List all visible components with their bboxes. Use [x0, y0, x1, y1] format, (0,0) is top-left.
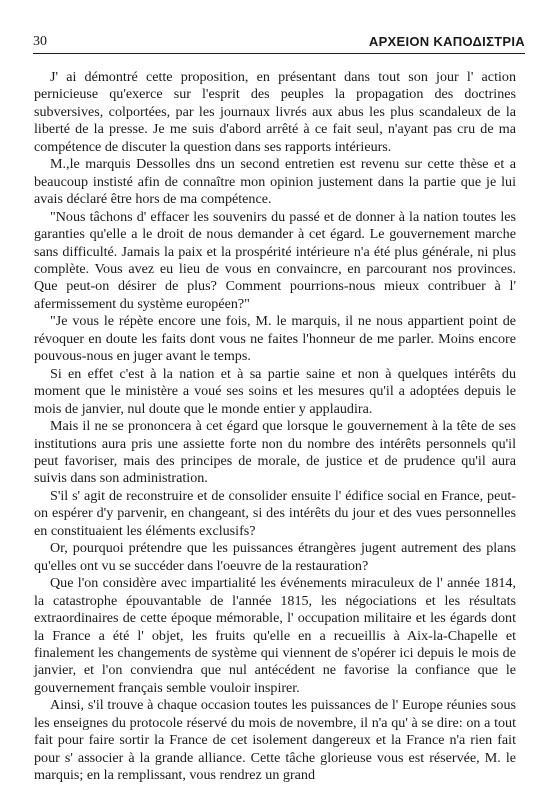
paragraph: J' ai démontré cette proposition, en présentant dans tout son jour l' action pernicieuse qu'exerce sur l'esprit des peuples la propagation des doctrines subversives, colportées, par les journaux livrés aux abus les plus scandaleux de la liberté de la presse. Je me suis d'abord arrêté à ce fait seul, n'ayant pas cru de ma compétence de discuter la question dans ses rapports intérieurs. — [34, 69, 516, 155]
paragraph: Ainsi, s'il trouve à chaque occasion toutes les puissances de l' Europe réunies sous les enseignes du protocole réservé du mois de novembre, il n'a qu' à se dire: on a tout fait pour faire sortir la France de cet isolement dangereux et la France n'a rien fait pour s' associer à la grande alliance. Cette tâche glorieuse vous est réservée, M. le marquis; en la remplissant, vous rendrez un grand — [34, 697, 516, 784]
paragraph: M.,le marquis Dessolles dns un second entretien est revenu sur cette thèse et a beaucoup instisté afin de connaître mon opinion justement dans la partie que je lui avais déclaré être hors de ma compétence. — [34, 156, 516, 208]
page-header — [33, 33, 525, 55]
paragraph: S'il s' agit de reconstruire et de consolider ensuite l' édifice social en France, peut-on espérer d'y parvenir, en changeant, si des intérêts du jour et des vues personnelles en constituaient les éléments exclusifs? — [34, 487, 516, 539]
paragraph: Mais il ne se prononcera à cet égard que lorsque le gouvernement à la tête de ses institutions aura pris une assiette forte non du nombre des intérêts personnels qu'il peut favoriser, mais des principes de morale, de justice et de prudence qu'il aura suivis dans son administration. — [34, 418, 516, 487]
paragraph: "Je vous le répète encore une fois, M. le marquis, il ne nous appartient point de révoquer en doute les faits dont vous ne faites l'honneur de me parler. Moins encore pouvous-nous en juger avant le temps. — [34, 313, 516, 365]
paragraph: Que l'on considère avec impartialité les événements miraculeux de l' année 1814, la catastrophe épouvantable de l'année 1815, les négociations et les résultats extraordinaires de cette époque mémorable, l' occupation militaire et les égards dont la France a été l' objet, les fruits qu'elle en a recueillis à Aix-la-Chapelle et finalement les changements de système qui viennent de s'opérer ici depuis le mois de janvier, et l'on conviendra que nul antécédent ne favorise la confiance que le gouvernement français semble vouloir inspirer. — [34, 575, 516, 696]
running-title: ΑΡΧΕΙΟΝ ΚΑΠΟΔΙΣΤΡΙΑ — [368, 34, 525, 49]
body-text — [34, 69, 516, 785]
page-number: 30 — [33, 34, 47, 49]
header-rule — [33, 53, 525, 54]
paragraph: Or, pourquoi prétendre que les puissances étrangères jugent autrement des plans qu'elles ont vu se succéder dans l'oeuvre de la restauration? — [34, 540, 516, 574]
paragraph: Si en effet c'est à la nation et à sa partie saine et non à quelques intérêts du moment que le ministère a voué ses soins et les mesures qu'il a adoptées depuis le mois de janvier, nul doute que le monde entier y applaudira. — [34, 365, 516, 417]
paragraph: "Nous tâchons d' effacer les souvenirs du passé et de donner à la nation toutes les garanties qu'elle a le droit de nous demander à cet égard. Le gouvernement marche sans difficulté. Jamais la paix et la prospérité intérieure n'a été plus générale, ni plus complète. Vous avez eu lieu de vous en convaincre, en parcourant nos provinces. Que peut-on désirer de plus? Comment pourrions-nous mieux contribuer à l' afermissement du système européen?" — [34, 208, 516, 312]
